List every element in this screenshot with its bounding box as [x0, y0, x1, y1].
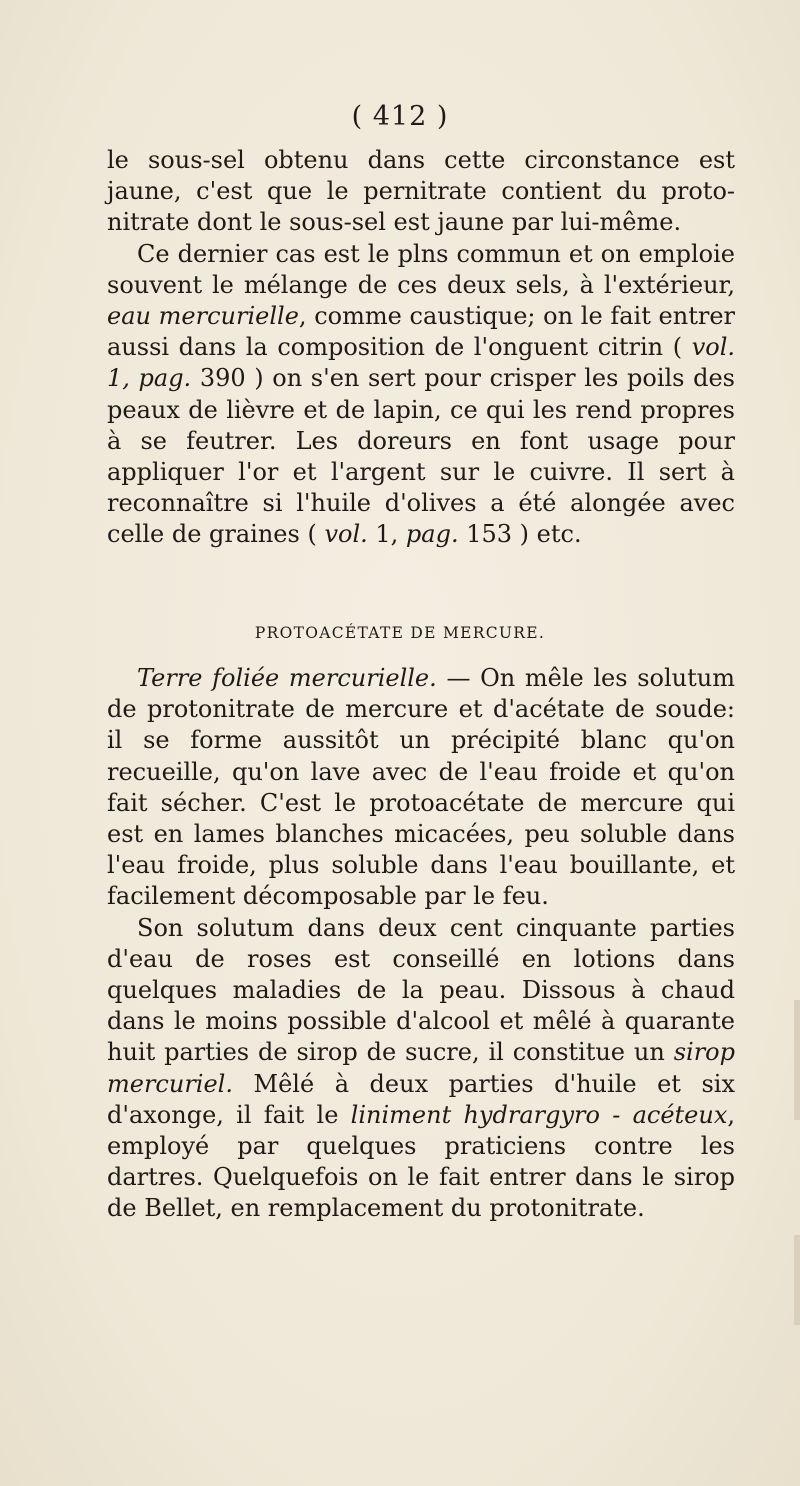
paragraph-uses [107, 913, 735, 1225]
page-edge-shadow [794, 1235, 800, 1325]
text-span: 390 ) on s'en sert pour crisper les poils des peaux de lièvre et de lapin, ce qui les rend propres à se feutrer. Les doreurs en font usage pour appliquer l'or et l'argent sur le cuivre. Il sert à reconnaître si l'huile d'olives a été alongée avec celle de graines ( [107, 364, 735, 549]
paragraph-preparation [107, 663, 735, 913]
text-block-2 [107, 663, 735, 1225]
text-span: Mêlé à deux parties d'huile et six d'axonge, il fait le [107, 1069, 735, 1129]
text-span: Son solutum dans deux cent cinquante parties d'eau de roses est conseillé en lotions dans quelques maladies de la peau. Dissous à chaud dans le moins possible d'alcool et mêlé à quarante huit parties de sirop de sucre, il constitue un [107, 913, 735, 1067]
italic-term: liniment hydrargyro - acéteux [350, 1100, 728, 1129]
italic-term: eau mercurielle [107, 302, 299, 331]
text-span: Ce dernier cas est le plns commun et on emploie souvent le mélange de ces deux sels, à l'extérieur, [107, 239, 735, 299]
page-edge-shadow [794, 1000, 800, 1120]
italic-reference: pag. [405, 520, 459, 549]
text-block-1 [107, 145, 735, 551]
text-span: 153 ) etc. [458, 520, 582, 549]
page-number: ( 412 ) [351, 101, 449, 132]
paragraph-continuation: le sous-sel obtenu dans cette circonstance est jaune, c'est que le pernitrate contient du proto-nitrate dont le sous-sel est jaune par lui-même. [107, 146, 735, 237]
text-span: , employé par quelques praticiens contre les dartres. Quelquefois on le fait entrer dans le sirop de Bellet, en remplacement du protonitrate. [107, 1100, 735, 1223]
italic-term: Terre foliée mercurielle. [137, 664, 437, 692]
text-span: — On mêle les solutum de protonitrate de mercure et d'acétate de soude: il se forme aussitôt un précipité blanc qu'on recueille, qu'on lave avec de l'eau froide et qu'on fait sécher. C'est le protoacétate de mercure qui est en lames blanches micacées, peu soluble dans l'eau froide, plus soluble dans l'eau bouillante, et facilement décomposable par le feu. [107, 664, 735, 911]
italic-term: sirop mercuriel. [107, 1038, 735, 1098]
italic-reference: vol. 1, pag. [107, 333, 735, 393]
section-heading: PROTOACÉTATE DE MERCURE. [254, 624, 546, 642]
italic-reference: vol. [324, 520, 368, 549]
text-span: , comme caustique; on le fait entrer aussi dans la composition de l'onguent citrin ( [107, 302, 735, 362]
paragraph-usage [107, 239, 735, 551]
text-span: 1, [367, 520, 406, 549]
